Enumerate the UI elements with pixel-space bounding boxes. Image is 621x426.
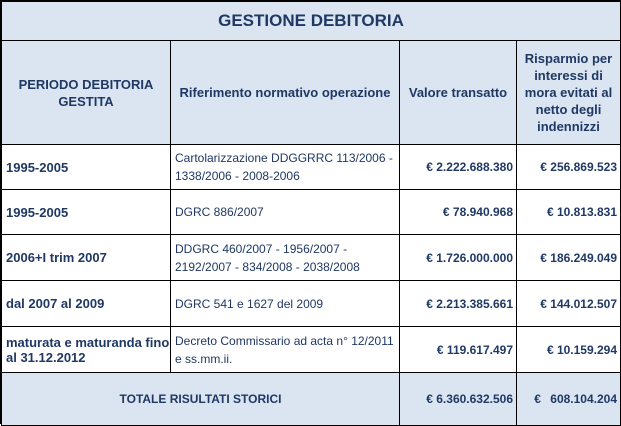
table-row <box>2 327 621 373</box>
table-row <box>2 235 621 281</box>
table-title: GESTIONE DEBITORIA <box>2 2 621 41</box>
row-period: maturata e maturanda fino al 31.12.2012 <box>2 327 171 373</box>
row-savings: € 10.813.831 <box>517 190 621 235</box>
row-period: dal 2007 al 2009 <box>2 281 171 327</box>
header-value-label: Valore transatto <box>408 85 508 100</box>
row-reference: DDGRC 460/2007 - 1956/2007 - 2192/2007 - 834/2008 - 2038/2008 <box>171 235 400 281</box>
table-row <box>2 190 621 235</box>
row-value: € 1.726.000.000 <box>400 235 517 281</box>
row-reference: DGRC 886/2007 <box>171 190 400 235</box>
total-value: € 6.360.632.506 <box>400 373 517 426</box>
total-row <box>2 373 621 426</box>
table-row <box>2 145 621 190</box>
header-period-label: PERIODO DEBITORIA GESTITA <box>18 76 154 109</box>
header-savings <box>517 41 621 145</box>
row-savings: € 256.869.523 <box>517 145 621 190</box>
row-savings: € 10.159.294 <box>517 327 621 373</box>
row-value: € 2.222.688.380 <box>400 145 517 190</box>
header-period <box>2 41 171 145</box>
header-reference-label: Riferimento normativo operazione <box>179 85 391 100</box>
total-savings: € 608.104.204 <box>517 373 621 426</box>
row-value: € 119.617.497 <box>400 327 517 373</box>
header-savings-label: Risparmio per interessi di mora evitati al netto degli indennizzi <box>524 51 613 134</box>
row-value: € 78.940.968 <box>400 190 517 235</box>
row-reference: Decreto Commissario ad acta n° 12/2011 e ss.mm.ii. <box>171 327 400 373</box>
row-reference: DGRC 541 e 1627 del 2009 <box>171 281 400 327</box>
row-savings: € 186.249.049 <box>517 235 621 281</box>
header-reference <box>171 41 400 145</box>
row-period: 1995-2005 <box>2 145 171 190</box>
header-value <box>400 41 517 145</box>
row-period: 1995-2005 <box>2 190 171 235</box>
table-row <box>2 281 621 327</box>
row-savings: € 144.012.507 <box>517 281 621 327</box>
row-period: 2006+I trim 2007 <box>2 235 171 281</box>
debt-management-table <box>1 1 621 426</box>
row-value: € 2.213.385.661 <box>400 281 517 327</box>
row-reference: Cartolarizzazione DDGGRRC 113/2006 - 1338/2006 - 2008-2006 <box>171 145 400 190</box>
total-label: TOTALE RISULTATI STORICI <box>2 373 400 426</box>
